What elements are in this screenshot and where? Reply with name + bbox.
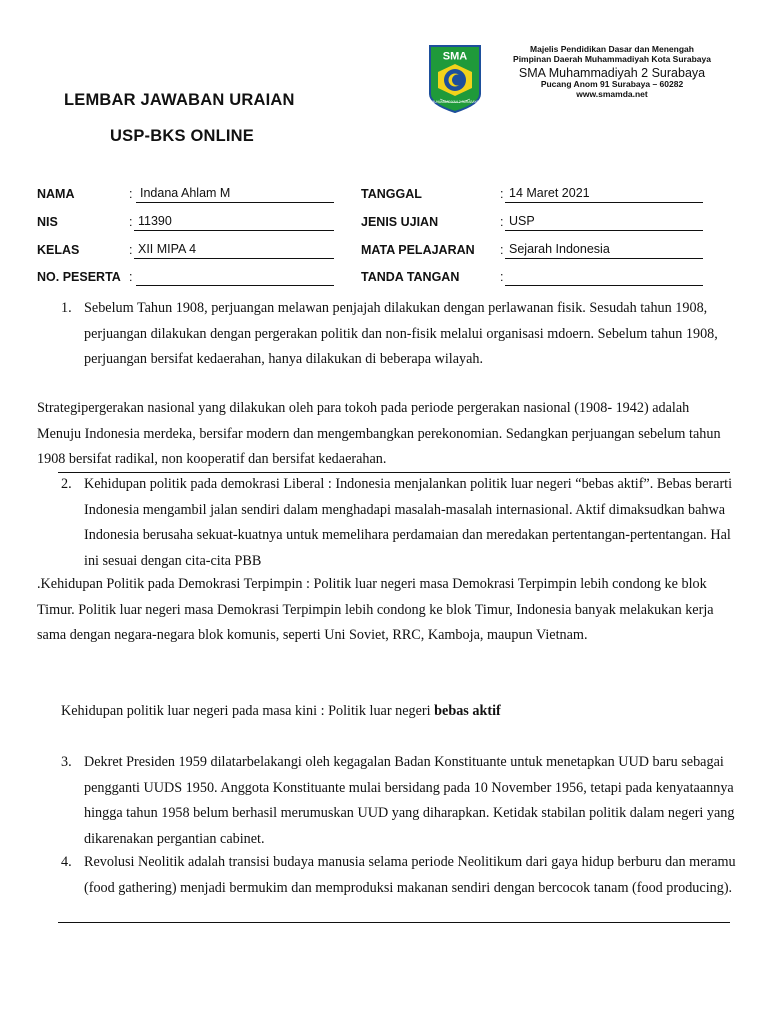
answer-2-number: 2. [61,476,72,492]
answer-2-masa-kini-bold: bebas aktif [434,703,501,719]
school-address: Pucang Anom 91 Surabaya – 60282 [540,78,684,89]
nama-field[interactable]: Indana Ahlam M [136,187,334,203]
org-line-2: Pimpinan Daerah Muhammadiyah Kota Surabaya [513,53,711,64]
answer-4-number: 4. [61,854,72,870]
mata-pelajaran-field[interactable]: Sejarah Indonesia [505,243,703,259]
nis-colon: : [129,215,133,229]
no-peserta-field[interactable] [136,270,334,286]
answer-3-text: Dekret Presiden 1959 dilatarbelakangi oleh kegagalan Badan Konstituante untuk menetapkan UUD baru sebagai pengganti UUDS 1950. Anggota Konstituante mulai bersidang pada 10 November 1956, tetapi pada kenyataannya hingga tahun 1958 belum berhasil merumuskan UUD yang diharapkan. Ketidak stabilan politik dalam negeri yang dikarenakan pergantian cabinet. [84,754,735,847]
mata-pelajaran-label: MATA PELAJARAN [361,243,475,257]
kelas-field[interactable]: XII MIPA 4 [134,243,334,259]
school-name: SMA Muhammadiyah 2 Surabaya [518,65,706,80]
tanda-tangan-label: TANDA TANGAN [361,270,460,284]
org-line-1: Majelis Pendidikan Dasar dan Menengah [530,44,694,54]
tanggal-label: TANGGAL [361,187,422,201]
jenis-ujian-colon: : [500,215,504,229]
no-peserta-label: NO. PESERTA [37,270,121,284]
sheet-title: LEMBAR JAWABAN URAIAN [64,91,295,109]
bottom-line [58,922,730,923]
no-peserta-colon: : [129,270,133,284]
tanda-tangan-colon: : [500,270,504,284]
nama-colon: : [129,187,133,201]
kelas-colon: : [129,243,133,257]
tanda-tangan-field[interactable] [505,270,703,286]
tanggal-field[interactable]: 14 Maret 2021 [505,187,703,203]
answer-2-text: Kehidupan politik pada demokrasi Liberal : Indonesia menjalankan politik luar negeri “bebas aktif”. Bebas berarti Indonesia mengambil jalan sendiri dalam menghadapi masalah-masalah internasional. Aktif dimaksudkan bahwa Indonesia berusaha sekuat-kuatnya untuk memelihara perdamaian dan meredakan pertentangan-pertentangan. Hal ini sesuai dengan cita-cita PBB [84,476,733,569]
answer-1-extra: Strategipergerakan nasional yang dilakukan oleh para tokoh pada periode pergerakan nasional (1908- 1942) adalah Menuju Indonesia merdeka, bersifar modern dan mengembangkan perekonomian. Sedangkan perjuangan sebelum tahun 1908 bersifat radikal, non kooperatif dan bersifat kedaerahan. [37,400,721,467]
jenis-ujian-field[interactable]: USP [505,215,703,231]
logo-text-bottom: MUHAMMADIYAH 2 SURABAYA [431,100,479,104]
nama-label: NAMA [37,187,75,201]
answer-1-number: 1. [61,300,72,316]
answer-1-text: Sebelum Tahun 1908, perjuangan melawan penjajah dilakukan dengan perlawanan fisik. Sesudah tahun 1908, perjuangan dilakukan dengan pergerakan politik dan non-fisik melalui organisasi mdoern. Sebelum tahun 1908, perjuangan bersifat kedaerahan, hanya dilakukan di beberapa wilayah. [84,300,718,367]
nis-label: NIS [37,215,58,229]
answer-2-terpimpin: .Kehidupan Politik pada Demokrasi Terpimpin : Politik luar negeri masa Demokrasi Terpimpin lebih condong ke blok Timur. Politik luar negeri masa Demokrasi Terpimpin lebih condong ke blok Timur, Indonesia banyak melakukan kerja sama dengan negara-negara blok komunis, seperti Uni Soviet, RRC, Kamboja, maupun Vietnam. [37,576,714,643]
logo-text-top: SMA [442,50,468,63]
sheet-subtitle: USP-BKS ONLINE [110,127,254,145]
nis-field[interactable]: 11390 [134,215,334,231]
answer-4-text: Revolusi Neolitik adalah transisi budaya manusia selama periode Neolitikum dari gaya hidup berburu dan meramu (food gathering) menjadi bermukim dan memproduksi makanan sendiri dengan bercocok tanam (food producing). [84,854,736,896]
mata-pelajaran-colon: : [500,243,504,257]
school-info [494,45,730,99]
kelas-label: KELAS [37,243,80,257]
school-logo [428,44,482,114]
jenis-ujian-label: JENIS UJIAN [361,215,439,229]
tanggal-colon: : [500,187,504,201]
answer-2-masa-kini-prefix: Kehidupan politik luar negeri pada masa kini : Politik luar negeri [61,703,435,719]
answer-2-masa-kini [61,699,736,725]
school-website: www.smamda.net [576,88,648,99]
answer-3-number: 3. [61,754,72,770]
